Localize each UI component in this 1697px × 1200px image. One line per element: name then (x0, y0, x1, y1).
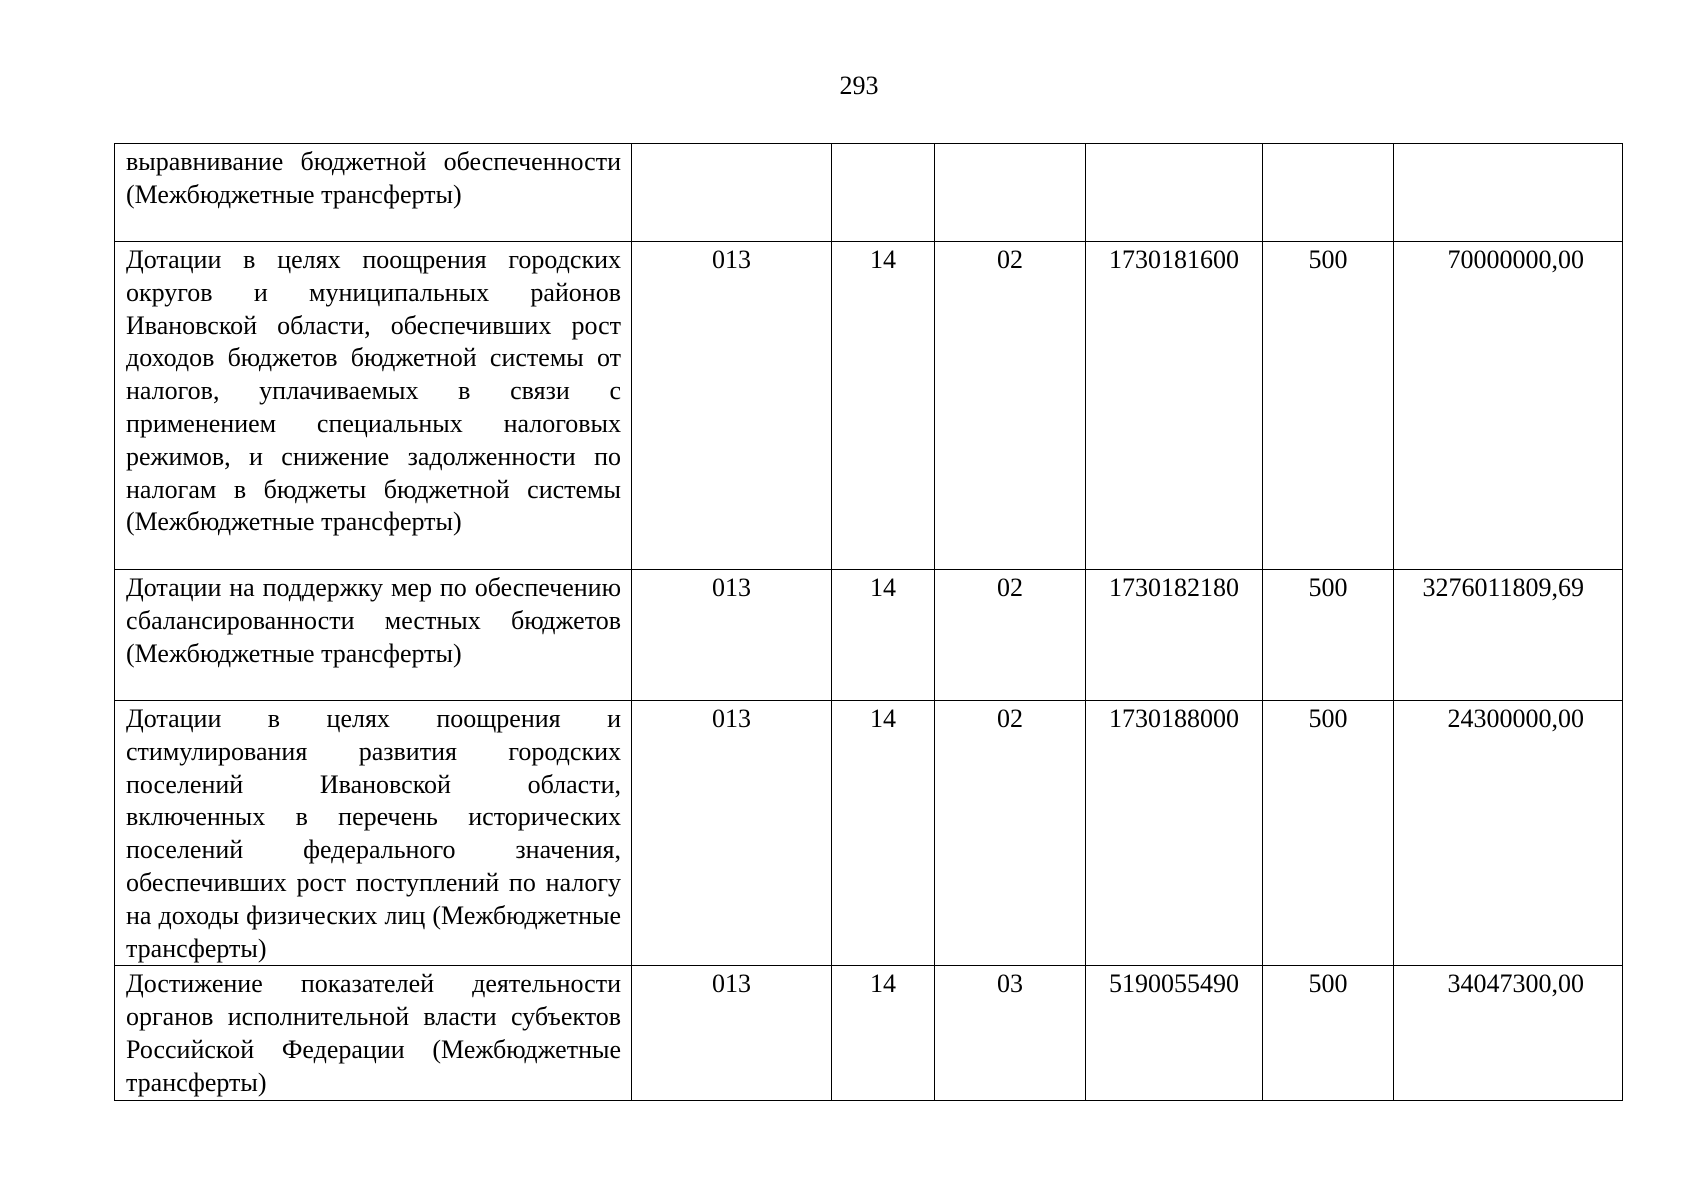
subsection-code: 02 (935, 570, 1086, 701)
budget-table (114, 143, 1623, 1101)
section-code (832, 144, 935, 242)
subsection-code (935, 144, 1086, 242)
expense-type-code: 500 (1263, 966, 1394, 1100)
subsection-code: 02 (935, 701, 1086, 966)
grbs-code (632, 144, 832, 242)
row-description: Дотации в целях поощрения и стимулирования развития городских поселений Ивановской области, включенных в перечень исторических поселений федерального значения, обеспечивших рост поступлений по налогу на доходы физических лиц (Межбюджетные трансферты) (115, 701, 632, 966)
grbs-code: 013 (632, 966, 832, 1100)
amount: 70000000,00 (1394, 242, 1623, 570)
amount: 24300000,00 (1394, 701, 1623, 966)
table-row (115, 144, 1623, 242)
section-code: 14 (832, 701, 935, 966)
grbs-code: 013 (632, 570, 832, 701)
table-row (115, 242, 1623, 570)
row-description: Дотации на поддержку мер по обеспечению сбалансированности местных бюджетов (Межбюджетные трансферты) (115, 570, 632, 701)
target-article-code: 1730182180 (1086, 570, 1263, 701)
section-code: 14 (832, 242, 935, 570)
table-row (115, 701, 1623, 966)
grbs-code: 013 (632, 242, 832, 570)
expense-type-code: 500 (1263, 570, 1394, 701)
grbs-code: 013 (632, 701, 832, 966)
page-number: 293 (839, 71, 879, 100)
target-article-code: 1730181600 (1086, 242, 1263, 570)
amount (1394, 144, 1623, 242)
subsection-code: 02 (935, 242, 1086, 570)
section-code: 14 (832, 966, 935, 1100)
expense-type-code: 500 (1263, 701, 1394, 966)
row-description: выравнивание бюджетной обеспеченности (Межбюджетные трансферты) (115, 144, 632, 242)
expense-type-code (1263, 144, 1394, 242)
target-article-code (1086, 144, 1263, 242)
amount: 34047300,00 (1394, 966, 1623, 1100)
table-row (115, 966, 1623, 1100)
amount: 3276011809,69 (1394, 570, 1623, 701)
section-code: 14 (832, 570, 935, 701)
table-row (115, 570, 1623, 701)
target-article-code: 1730188000 (1086, 701, 1263, 966)
row-description: Достижение показателей деятельности органов исполнительной власти субъектов Российской Федерации (Межбюджетные трансферты) (115, 966, 632, 1100)
expense-type-code: 500 (1263, 242, 1394, 570)
subsection-code: 03 (935, 966, 1086, 1100)
row-description: Дотации в целях поощрения городских округов и муниципальных районов Ивановской области, обеспечивших рост доходов бюджетов бюджетной системы от налогов, уплачиваемых в связи с применением специальных налоговых режимов, и снижение задолженности по налогам в бюджеты бюджетной системы (Межбюджетные трансферты) (115, 242, 632, 570)
target-article-code: 5190055490 (1086, 966, 1263, 1100)
